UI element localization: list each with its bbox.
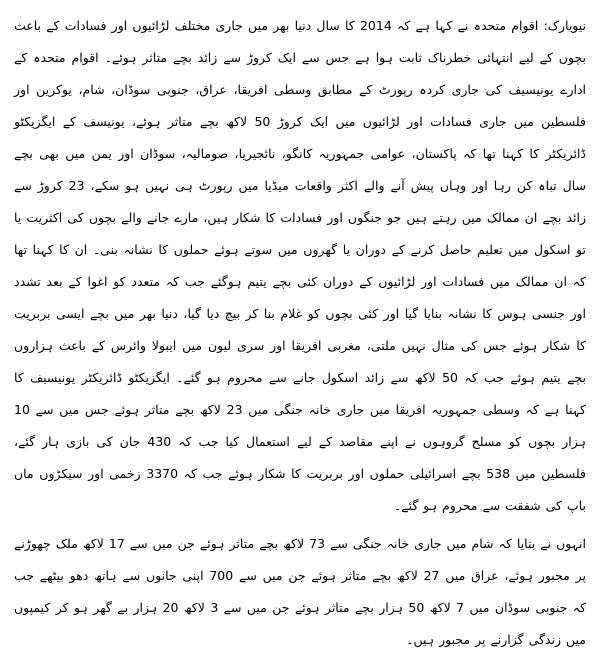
article-body [14, 10, 586, 656]
article-paragraph-2: انہوں نے بتایا کہ شام میں جاری خانہ جنگی سے 73 لاکھ بچے متاثر ہوئے جن میں سے 17 لاکھ ملک چھوڑنے پر مجبور ہوئے، عراق میں 27 لاکھ بچے متاثر ہوئے جن میں سے 700 اپنی جانوں سے ہاتھ دھو بیٹھے جب کہ جنوبی سوڈان میں 7 لاکھ 50 ہزار بچے متاثر ہوئے جن میں سے 3 لاکھ 20 ہزار بے گھر ہو کر کیمپوں میں زندگی گزارنے پر مجبور ہیں۔ [14, 536, 586, 647]
article-paragraph-1: نیویارک: اقوام متحدہ نے کہا ہے کہ 2014 کا سال دنیا بھر میں جاری مختلف لڑائیوں اور فسادات کے باعث بچوں کے لیے انتہائی خطرناک ثابت ہوا ہے جس سے ایک کروڑ سے زائد بچے متاثر ہوئے۔ اقوام متحدہ کے ادارے یونیسیف کی جاری کردہ رپورٹ کے مطابق وسطی افریقا، عراق، جنوبی سوڈان، شام، یوکرین اور فلسطین میں جاری فسادات اور لڑائیوں میں ایک کروڑ 50 لاکھ بچے متاثر ہوئے، یونیسف کے ایگزیکٹو ڈائریکٹر کا کہنا تھا کہ پاکستان، عوامی جمہوریہ کانگو، نائجیریا، صومالیہ، سوڈان اور یمن میں بھی بچے سال تباہ کن رہا اور وہاں پیش آنے والے اکثر واقعات میڈیا میں رپورٹ ہی نہیں ہو سکے، 23 کروڑ سے زائد بچے ان ممالک میں رہتے ہیں جو جنگوں اور فسادات کا شکار ہیں، مارے جانے والے بچوں کی اکثریت یا تو اسکول میں تعلیم حاصل کرنے کے دوران یا گھروں میں سوتے ہوئے حملوں کا نشانہ بنی۔ ان کا کہنا تھا کہ ان ممالک میں فسادات اور لڑائیوں کے دوران کئی بچے یتیم ہوگئے جب کہ متعدد کو اغوا کے بعد تشدد اور جنسی ہوس کا نشانہ بنایا گیا اور کئی بچوں کو غلام بنا کر بیچ دیا گیا، دنیا بھر میں بچے ایسی بربریت کا شکار ہوئے جس کی مثال نہیں ملتی، مغربی افریقا اور سری لیون میں ایبولا وائرس کے باعث ہزاروں بچے یتیم ہوئے جب کہ 50 لاکھ سے زائد اسکول جانے سے محروم ہو گئے۔ ایگزیکٹو ڈائریکٹر یونیسیف کا کہنا ہے کہ وسطی جمہوریہ افریقا میں جاری خانہ جنگی میں 23 لاکھ بچے متاثر ہوئے جس میں سے 10 ہزار بچوں کو مسلح گروہوں نے اپنے مقاصد کے لیے استعمال کیا جب کہ 430 جان کی بازی ہار گئے، فلسطین میں 538 بچے اسرائیلی حملوں اور بربریت کا شکار ہوئے جب کہ 3370 زخمی اور سیکڑوں ماں باپ کی شفقت سے محروم ہو گئے۔ [14, 18, 587, 513]
